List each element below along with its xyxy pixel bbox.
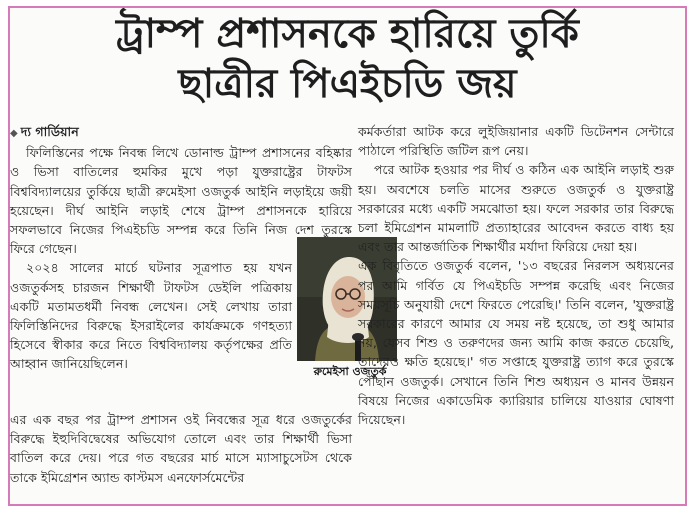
paragraph-legal-fight: পরে আটক হওয়ার পর দীর্ঘ ও কঠিন এক আইনি লড়াই শুরু হয়। অবশেষে চলতি মাসের শুরুতে ওজতুর্ক ও যুক্তরাষ্ট্র সরকারের মধ্যে একটি সমঝোতা হয়। ফলে সরকার তার বিরুদ্ধে চলা ইমিগ্রেশন মামলাটি প্রত্যাহারের আবেদন করতে বাধ্য হয় এবং তার আন্তর্জাতিক শিক্ষার্থীর মর্যাদা ফিরিয়ে দেয়া হয়।: [358, 162, 674, 255]
left-column-lower: [10, 410, 352, 487]
paragraph-detention: কর্মকর্তারা আটক করে লুইজিয়ানার একটি ডিটেনশন সেন্টারে পাঠালে পরিস্থিতি জটিল রূপ নেয়।: [358, 124, 674, 159]
headline-line-1: ট্রাম্প প্রশাসনকে হারিয়ে তুর্কি: [116, 11, 579, 57]
byline-source: দ্য গার্ডিয়ান: [20, 124, 79, 139]
paragraph-statement: এক বিবৃতিতে ওজতুর্ক বলেন, '১৩ বছরের নিরলস অধ্যয়নের পর আমি গর্বিত যে পিএইচডি সম্পন্ন করেছি এবং নিজের সময়সূচি অনুযায়ী দেশে ফিরতে পেরেছি।' তিনি বলেন, 'যুক্তরাষ্ট্র সরকারের কারণে আমার যে সময় নষ্ট হয়েছে, তা শুধু আমার নয়, যেসব শিশু ও তরুণদের জন্য আমি কাজ করতে চেয়েছি, তাদেরও ক্ষতি হয়েছে।' গত সপ্তাহে যুক্তরাষ্ট্র ত্যাগ করে তুরস্কে পৌঁছান ওজতুর্ক। সেখানে তিনি শিশু অধ্যয়ন ও মানব উন্নয়ন বিষয়ে নিজের একাডেমিক ক্যারিয়ার চালিয়ে যাওয়ার ঘোষণা দিয়েছেন।: [358, 258, 674, 428]
paragraph-background-continued: এর এক বছর পর ট্রাম্প প্রশাসন ওই নিবন্ধের সূত্র ধরে ওজতুর্কের বিরুদ্ধে ইহুদিবিদ্বেষের অভিযোগ তোলে এবং তার শিক্ষার্থী ভিসা বাতিল করে দেয়। পরে গত বছরের মার্চ মাসে ম্যাসাচুসেটস থেকে তাকে ইমিগ্রেশন অ্যান্ড কাস্টমস এনফোর্সমেন্টের: [10, 412, 352, 485]
photo-caption: রুমেইসা ওজতুর্ক: [313, 365, 387, 378]
paragraph-background: ২০২৪ সালের মার্চে ঘটনার সূত্রপাত হয় যখন ওজতুর্কসহ চারজন শিক্ষার্থী টাফটস ডেইলি পত্রিকায় একটি মতামতধর্মী নিবন্ধ লেখেন। সেই লেখায় তারা ফিলিস্তিনিদের বিরুদ্ধে ইসরাইলের কার্যক্রমকে গণহত্যা হিসেবে স্বীকার করে নিতে বিশ্ববিদ্যালয় কর্তৃপক্ষের প্রতি আহ্বান জানিয়েছিলেন।: [10, 260, 292, 372]
headline-line-2: ছাত্রীর পিএইচডি জয়: [178, 61, 517, 107]
right-column: [358, 122, 674, 429]
paragraph-intro: ফিলিস্তিনের পক্ষে নিবন্ধ লিখে ডোনাল্ড ট্রাম্প প্রশাসনের বহিষ্কার ও ভিসা বাতিলের হুমকির মুখে পড়া যুক্তরাষ্ট্রের টাফটস বিশ্ববিদ্যালয়ের তুর্কিয়ে ছাত্রী রুমেইসা ওজতুর্ক আইনি লড়াইয়ে জয়ী হয়েছেন। দীর্ঘ আইনি লড়াই শেষে ট্রাম্প প্রশাসনকে হারিয়ে সফলভাবে নিজের পিএইচডি সম্পন্ন করে তিনি নিজ দেশ তুরস্কে ফিরে গেছেন।: [10, 145, 352, 257]
byline: [10, 122, 352, 143]
bullet-icon: ◆: [10, 128, 18, 139]
headline: [0, 8, 695, 110]
